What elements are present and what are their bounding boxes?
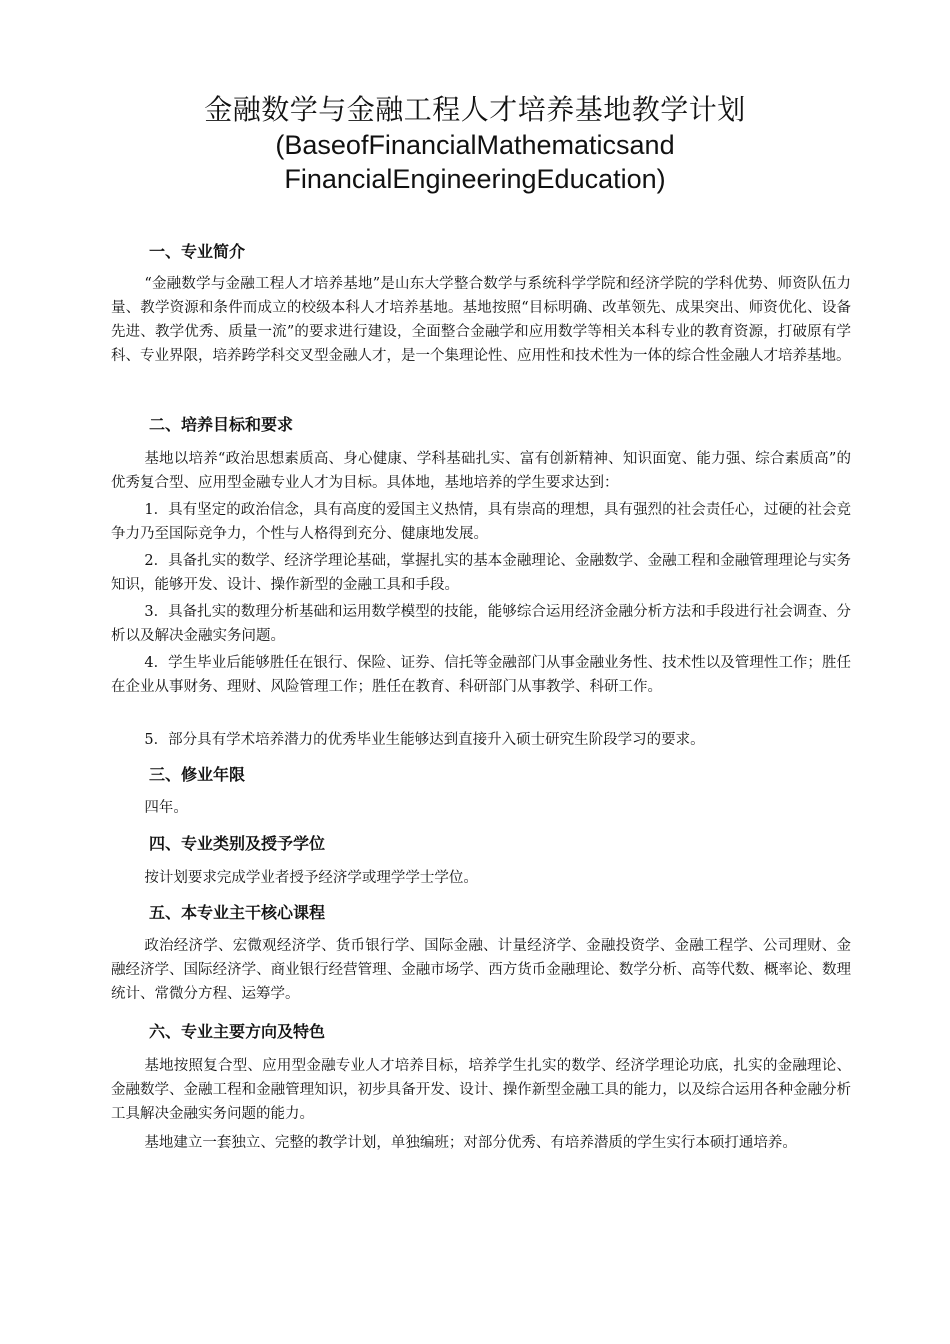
section-heading-intro: 一、专业简介 xyxy=(149,242,246,261)
section-heading-core-courses: 五、本专业主干核心课程 xyxy=(149,903,326,922)
goal-item-4: 4．学生毕业后能够胜任在银行、保险、证券、信托等金融部门从事金融业务性、技术性以及管理性工作；胜任在企业从事财务、理财、风险管理工作；胜任在教育、科研部门从事教学、科研工作。 xyxy=(111,655,851,695)
document-title: 金融数学与金融工程人才培养基地教学计划 xyxy=(204,93,746,126)
goals-paragraph: 基地以培养“政治思想素质高、身心健康、学科基础扎实、富有创新精神、知识面宽、能力强、综合素质高”的优秀复合型、应用型金融专业人才为目标。具体地，基地培养的学生要求达到： xyxy=(111,451,851,491)
section-heading-features: 六、专业主要方向及特色 xyxy=(149,1022,326,1041)
features-paragraph-2: 基地建立一套独立、完整的教学计划，单独编班；对部分优秀、有培养潜质的学生实行本硕打通培养。 xyxy=(144,1135,797,1151)
document-title-english-line1: (BaseofFinancialMathematicsand xyxy=(275,130,675,160)
goal-item-1: 1．具有坚定的政治信念，具有高度的爱国主义热情，具有崇高的理想，具有强烈的社会责任心，过硬的社会竞争力乃至国际竞争力，个性与人格得到充分、健康地发展。 xyxy=(111,502,851,542)
goal-item-5: 5．部分具有学术培养潜力的优秀毕业生能够达到直接升入硕士研究生阶段学习的要求。 xyxy=(144,732,705,748)
duration-paragraph: 四年。 xyxy=(144,800,188,816)
features-paragraph-1: 基地按照复合型、应用型金融专业人才培养目标，培养学生扎实的数学、经济学理论功底，扎实的金融理论、金融数学、金融工程和金融管理知识，初步具备开发、设计、操作新型金融工具的能力，以及综合运用各种金融分析工具解决金融实务问题的能力。 xyxy=(111,1058,851,1122)
section-heading-degree: 四、专业类别及授予学位 xyxy=(149,834,326,853)
section-heading-duration: 三、修业年限 xyxy=(149,765,246,784)
degree-paragraph: 按计划要求完成学业者授予经济学或理学学士学位。 xyxy=(144,870,478,886)
section-heading-goals: 二、培养目标和要求 xyxy=(149,415,294,434)
document-title-english-line2: FinancialEngineeringEducation) xyxy=(284,164,666,194)
goal-item-3: 3．具备扎实的数理分析基础和运用数学模型的技能，能够综合运用经济金融分析方法和手段进行社会调查、分析以及解决金融实务问题。 xyxy=(111,604,851,644)
goal-item-2: 2．具备扎实的数学、经济学理论基础，掌握扎实的基本金融理论、金融数学、金融工程和金融管理理论与实务知识，能够开发、设计、操作新型的金融工具和手段。 xyxy=(111,553,851,593)
core-courses-paragraph: 政治经济学、宏微观经济学、货币银行学、国际金融、计量经济学、金融投资学、金融工程学、公司理财、金融经济学、国际经济学、商业银行经营管理、金融市场学、西方货币金融理论、数学分析、高等代数、概率论、数理统计、常微分方程、运筹学。 xyxy=(111,938,851,1002)
intro-paragraph: “金融数学与金融工程人才培养基地”是山东大学整合数学与系统科学学院和经济学院的学科优势、师资队伍力量、教学资源和条件而成立的校级本科人才培养基地。基地按照“目标明确、改革领先、成果突出、师资优化、设备先进、教学优秀、质量一流”的要求进行建设，全面整合金融学和应用数学等相关本科专业的教育资源，打破原有学科、专业界限，培养跨学科交叉型金融人才，是一个集理论性、应用性和技术性为一体的综合性金融人才培养基地。 xyxy=(111,276,851,364)
